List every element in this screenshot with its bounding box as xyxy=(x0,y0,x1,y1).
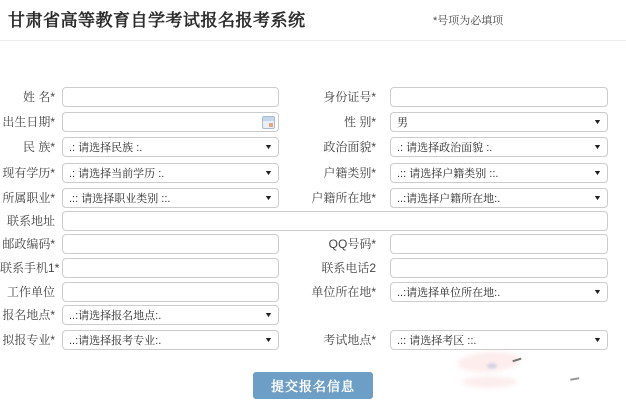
exam-site-select-value: .:: 请选择考区 ::. xyxy=(397,335,477,347)
registration-site-select-value: ..:请选择报名地点:. xyxy=(69,310,162,322)
ethnicity-label: 民 族* xyxy=(22,140,55,154)
phone2-input[interactable] xyxy=(390,258,608,278)
contact-address-label: 联系地址 xyxy=(6,214,55,228)
dropdown-arrow-icon: ▼ xyxy=(264,336,274,344)
gender-label: 性 别* xyxy=(343,115,376,129)
intended-major-select-value: ..:请选择报考专业:. xyxy=(69,335,162,347)
birth-date-label: 出生日期* xyxy=(2,115,55,129)
exam-site-label: 考试地点* xyxy=(323,333,376,347)
occupation-label: 所属职业* xyxy=(2,191,55,205)
gender-select-value: 男 xyxy=(397,117,408,129)
gender-select[interactable] xyxy=(390,112,608,132)
qq-number-input[interactable] xyxy=(390,234,608,254)
dropdown-arrow-icon: ▼ xyxy=(264,194,274,202)
contact-address-input[interactable] xyxy=(62,211,608,231)
household-location-select[interactable] xyxy=(390,188,608,208)
household-location-label: 户籍所在地* xyxy=(311,191,376,205)
intended-major-label: 拟报专业* xyxy=(2,333,55,347)
dropdown-arrow-icon: ▼ xyxy=(593,118,603,126)
exam-site-select[interactable] xyxy=(390,330,608,350)
ethnicity-select-value: .: 请选择民族 :. xyxy=(69,142,143,154)
mobile1-label: 联系手机1* xyxy=(0,261,60,275)
watermark-mark xyxy=(511,355,521,363)
dropdown-arrow-icon: ▼ xyxy=(593,169,603,177)
registration-site-label: 报名地点* xyxy=(2,308,55,322)
id-number-label: 身份证号* xyxy=(323,90,376,104)
page-title: 甘肃省高等教育自学考试报名报考系统 xyxy=(8,11,306,30)
dropdown-arrow-icon: ▼ xyxy=(593,194,603,202)
required-note: *号项为必填项 xyxy=(433,15,504,27)
postal-code-label: 邮政编码* xyxy=(2,237,55,251)
dropdown-arrow-icon: ▼ xyxy=(264,143,274,151)
watermark-smudge xyxy=(487,363,497,369)
education-select-value: .: 请选择当前学历 :. xyxy=(69,168,165,180)
submit-button[interactable]: 提交报名信息 xyxy=(253,372,373,399)
watermark-smudge xyxy=(457,350,520,374)
registration-site-select[interactable] xyxy=(62,305,279,325)
education-label: 现有学历* xyxy=(2,166,55,180)
watermark-mark xyxy=(570,374,580,380)
political-status-select[interactable] xyxy=(390,137,608,157)
dropdown-arrow-icon: ▼ xyxy=(593,143,603,151)
header-divider xyxy=(0,40,626,41)
occupation-select-value: .:: 请选择职业类别 ::. xyxy=(69,193,171,205)
household-type-label: 户籍类别* xyxy=(323,166,376,180)
watermark-smudge xyxy=(462,376,517,388)
dropdown-arrow-icon: ▼ xyxy=(593,288,603,296)
unit-location-label: 单位所在地* xyxy=(311,285,376,299)
dropdown-arrow-icon: ▼ xyxy=(593,336,603,344)
household-type-select[interactable] xyxy=(390,163,608,183)
unit-location-select[interactable] xyxy=(390,282,608,302)
unit-location-select-value: ..:请选择单位所在地:. xyxy=(397,287,501,299)
dropdown-arrow-icon: ▼ xyxy=(264,169,274,177)
qq-number-label: QQ号码* xyxy=(328,237,376,251)
name-label: 姓 名* xyxy=(22,90,55,104)
household-type-select-value: .:: 请选择户籍类别 ::. xyxy=(397,168,499,180)
household-location-select-value: ..:请选择户籍所在地:. xyxy=(397,193,501,205)
dropdown-arrow-icon: ▼ xyxy=(264,311,274,319)
work-unit-label: 工作单位 xyxy=(6,285,55,299)
id-number-input[interactable] xyxy=(390,87,608,107)
political-status-select-value: .: 请选择政治面貌 :. xyxy=(397,142,493,154)
phone2-label: 联系电话2 xyxy=(321,261,376,275)
political-status-label: 政治面貌* xyxy=(323,140,376,154)
